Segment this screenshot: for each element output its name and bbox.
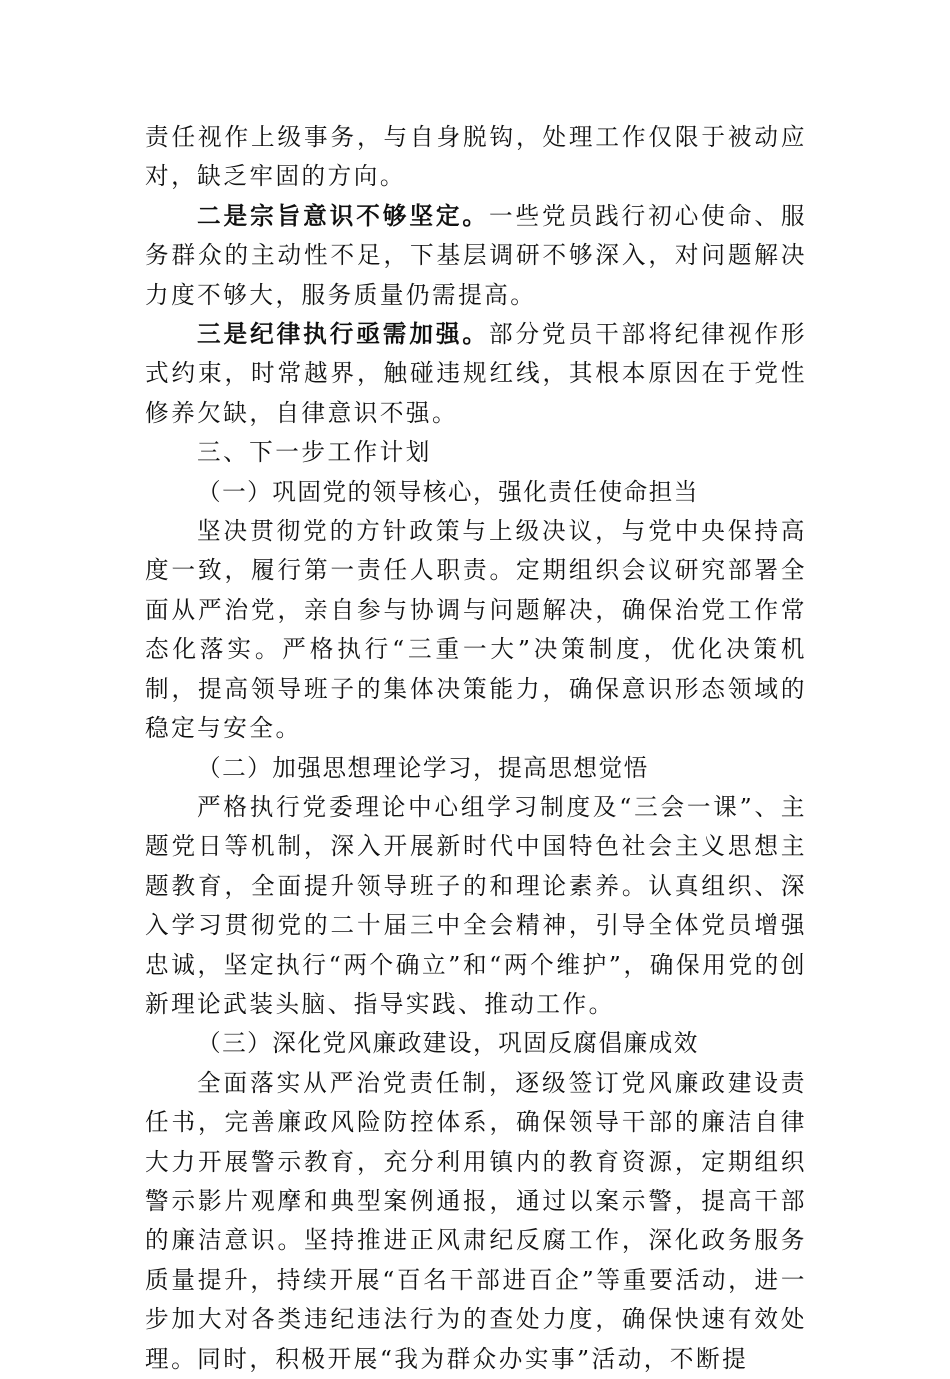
subsection-3-heading: （三）深化党风廉政建设，巩固反腐倡廉成效 <box>197 1029 699 1058</box>
subsection-1-heading: （一）巩固党的领导核心，强化责任使命担当 <box>197 477 699 506</box>
section-3-heading: 三、下一步工作计划 <box>197 438 432 467</box>
subsection-2-heading: （二）加强思想理论学习，提高思想觉悟 <box>197 753 649 782</box>
document-page <box>145 118 807 1379</box>
subsection-2-paragraph: 严格执行党委理论中心组学习制度及“三会一课”、主题党日等机制，深入开展新时代中国特色社会主义思想主题教育，全面提升领导班子的和理论素养。认真组织、深入学习贯彻党的二十届三中全会精神，引导全体党员增强忠诚，坚定执行“两个确立”和“两个维护”，确保用党的创新理论武装头脑、指导实践、推动工作。 <box>145 792 807 1018</box>
subsection-3-paragraph: 全面落实从严治党责任制，逐级签订党风廉政建设责任书，完善廉政风险防控体系，确保领导干部的廉洁自律大力开展警示教育，充分利用镇内的教育资源，定期组织警示影片观摩和典型案例通报，通过以案示警，提高干部的廉洁意识。坚持推进正风肃纪反腐工作，深化政务服务质量提升，持续开展“百名干部进百企”等重要活动，进一步加大对各类违纪违法行为的查处力度，确保快速有效处理。同时，积极开展“我为群众办实事”活动，不断提 <box>145 1068 807 1373</box>
point-3-text: 部分党员干部将纪律视作形式约束，时常越界，触碰违规红线，其根本原因在于党性修养欠缺，自律意识不强。 <box>145 320 807 427</box>
subsection-1-paragraph: 坚决贯彻党的方针政策与上级决议，与党中央保持高度一致，履行第一责任人职责。定期组织会议研究部署全面从严治党，亲自参与协调与问题解决，确保治党工作常态化落实。严格执行“三重一大”决策制度，优化决策机制，提高领导班子的集体决策能力，确保意识形态领域的稳定与安全。 <box>145 517 807 743</box>
point-2-text: 一些党员践行初心使命、服务群众的主动性不足，下基层调研不够深入，对问题解决力度不够大，服务质量仍需提高。 <box>145 201 807 309</box>
point-3-lead: 三是纪律执行亟需加强。 <box>197 320 489 349</box>
continuation-paragraph: 责任视作上级事务，与自身脱钩，处理工作仅限于被动应对，缺乏牢固的方向。 <box>145 123 807 191</box>
point-3-paragraph <box>145 315 807 433</box>
point-2-lead: 二是宗旨意识不够坚定。 <box>197 201 489 230</box>
point-2-paragraph <box>145 197 807 315</box>
